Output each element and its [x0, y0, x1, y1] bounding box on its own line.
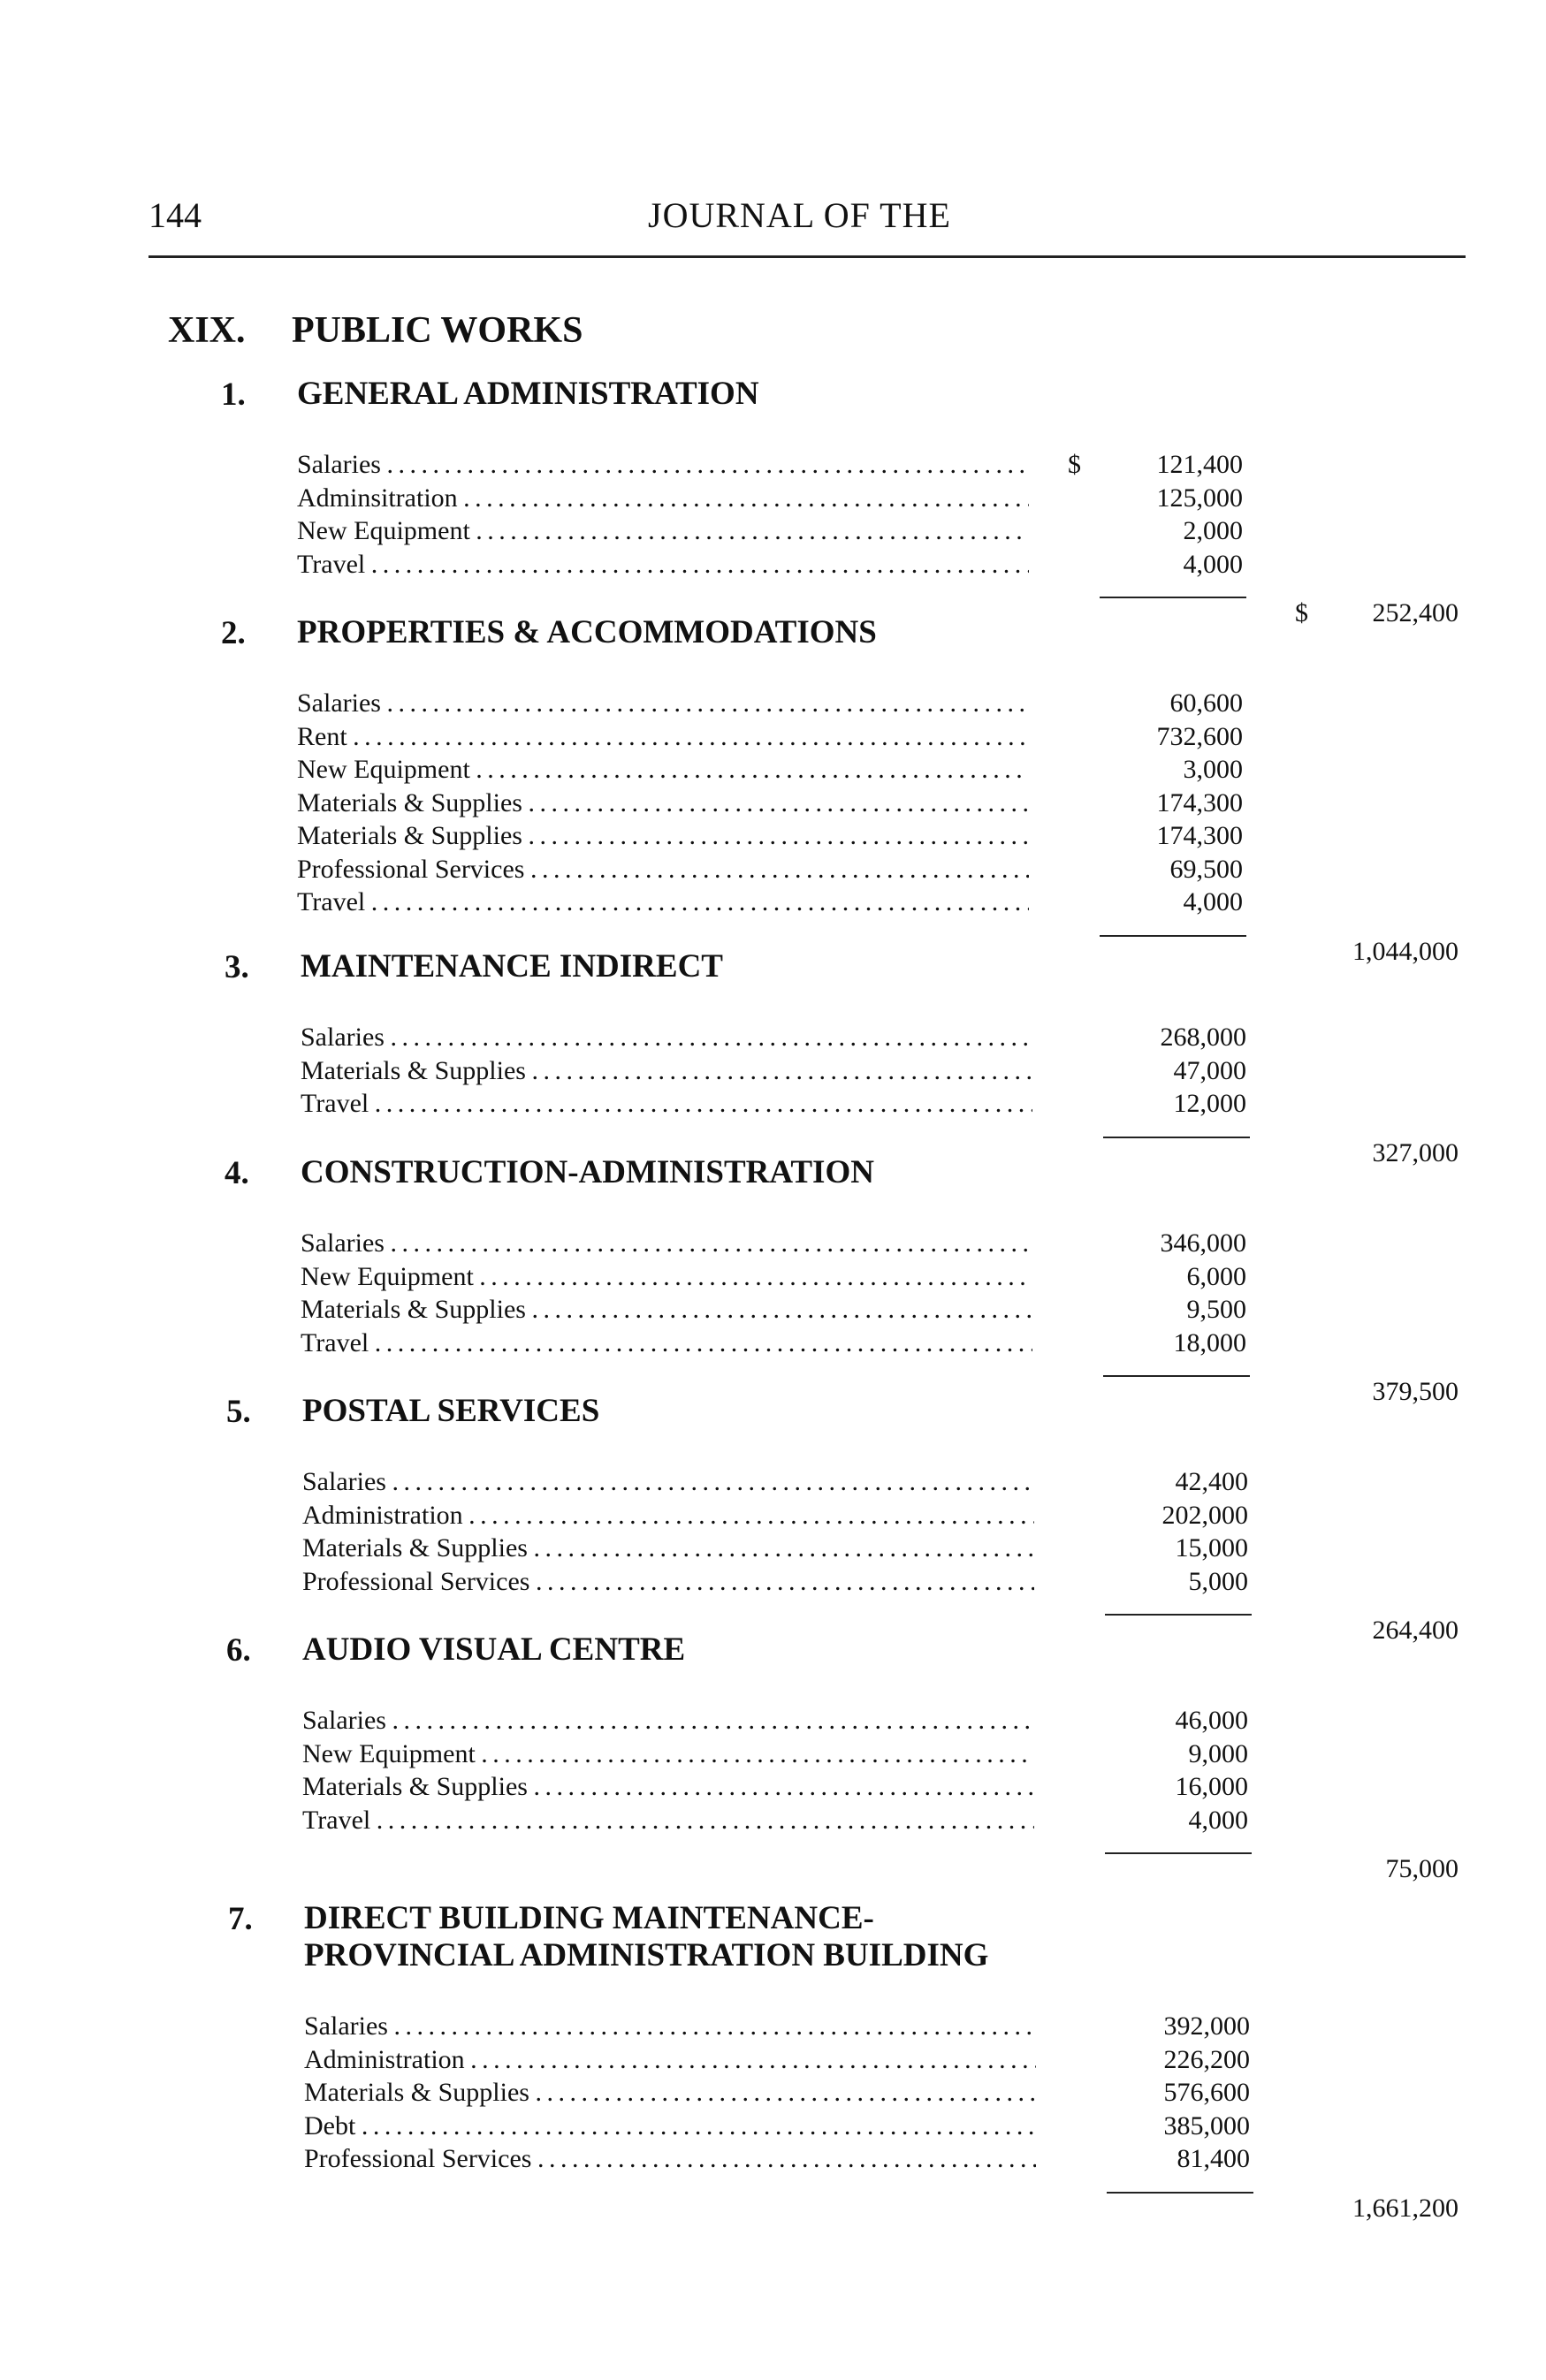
item-label: Materials & Supplies . . .: [301, 1054, 1032, 1088]
line-item: [304, 2043, 1480, 2077]
item-label: Salaries . . .: [301, 1227, 1032, 1260]
section-total: 264,400: [1372, 1616, 1458, 1645]
section-title-line: GENERAL ADMINISTRATION: [297, 376, 759, 412]
item-amount: 6,000: [1186, 1261, 1246, 1291]
item-label: New Equipment . . .: [297, 753, 1029, 787]
section-title: [302, 1393, 599, 1430]
line-items: [301, 1227, 1476, 1359]
item-amount: 202,000: [1161, 1500, 1248, 1530]
page-header: [149, 194, 1466, 247]
subtotal-rule: [1105, 1614, 1252, 1616]
item-label: Administration . . .: [304, 2043, 1036, 2077]
line-items: [301, 1021, 1476, 1121]
budget-section: [225, 1154, 1480, 1406]
section-total: 252,400: [1372, 598, 1458, 627]
item-amount: 9,000: [1188, 1738, 1248, 1768]
section-number: 4.: [225, 1155, 249, 1191]
section-title: [301, 948, 723, 985]
line-item: [297, 514, 1473, 548]
item-amount: 125,000: [1156, 483, 1243, 513]
item-label: New Equipment . . .: [301, 1260, 1032, 1294]
item-label: New Equipment . . .: [302, 1737, 1034, 1771]
line-item: [301, 1327, 1476, 1360]
item-amount: 174,300: [1156, 821, 1243, 850]
line-item: [302, 1565, 1478, 1599]
line-items: [302, 1704, 1478, 1836]
section-heading: [221, 614, 1476, 655]
item-amount: 18,000: [1173, 1327, 1246, 1357]
line-items: [297, 687, 1473, 919]
item-amount: 46,000: [1175, 1706, 1248, 1735]
item-amount: 2,000: [1183, 516, 1243, 545]
budget-section: [226, 1393, 1481, 1645]
budget-section: [221, 376, 1476, 627]
item-label: Debt . . .: [304, 2110, 1036, 2143]
line-item: [297, 687, 1473, 720]
line-item: [297, 853, 1473, 886]
line-item: [302, 1737, 1478, 1771]
item-amount: 60,600: [1169, 688, 1243, 718]
item-label: Travel . . .: [302, 1804, 1034, 1837]
item-label: Materials & Supplies . . .: [304, 2076, 1036, 2110]
currency-symbol: $: [1068, 450, 1081, 479]
item-amount: 16,000: [1175, 1772, 1248, 1801]
item-label: Administration . . .: [302, 1499, 1034, 1532]
line-item: [304, 2110, 1480, 2143]
item-amount: 268,000: [1160, 1023, 1246, 1052]
section-heading: [228, 1900, 1483, 1973]
budget-section: [221, 614, 1476, 966]
line-item: [297, 886, 1473, 919]
item-amount: 5,000: [1188, 1566, 1248, 1596]
line-item: [302, 1532, 1478, 1565]
item-label: New Equipment . . .: [297, 514, 1029, 548]
item-label: Adminsitration . . .: [297, 482, 1029, 515]
subtotal-rule: [1100, 935, 1246, 937]
item-amount: 121,400: [1156, 450, 1243, 479]
section-heading: [221, 376, 1476, 416]
section-total: 379,500: [1372, 1377, 1458, 1406]
item-amount: 732,600: [1156, 721, 1243, 751]
budget-section: [226, 1631, 1481, 1883]
section-number: 2.: [221, 615, 246, 651]
item-label: Materials & Supplies . . .: [302, 1770, 1034, 1804]
item-label: Professional Services . . .: [302, 1565, 1034, 1599]
budget-section: [228, 1900, 1483, 2223]
item-amount: 9,500: [1186, 1295, 1246, 1324]
subtotal-rule: [1103, 1375, 1250, 1377]
line-items: [297, 448, 1473, 581]
line-item: [301, 1227, 1476, 1260]
item-label: Travel . . .: [297, 886, 1029, 919]
item-amount: 226,200: [1163, 2044, 1250, 2074]
line-item: [304, 2142, 1480, 2176]
item-label: Materials & Supplies . . .: [302, 1532, 1034, 1565]
section-title-line: MAINTENANCE INDIRECT: [301, 948, 723, 985]
section-title: [302, 1631, 685, 1669]
section-number: 5.: [226, 1394, 251, 1430]
item-label: Travel . . .: [301, 1087, 1032, 1121]
line-item: [297, 819, 1473, 853]
item-amount: 42,400: [1175, 1467, 1248, 1496]
subtotal-rule: [1107, 2192, 1253, 2194]
item-amount: 3,000: [1183, 755, 1243, 784]
section-total: 75,000: [1385, 1854, 1458, 1883]
section-heading: [225, 948, 1480, 989]
section-title-line: POSTAL SERVICES: [302, 1393, 600, 1429]
line-item: [304, 2010, 1480, 2043]
line-items: [304, 2010, 1480, 2176]
line-item: [297, 720, 1473, 754]
section-title-line: CONSTRUCTION-ADMINISTRATION: [301, 1154, 874, 1190]
line-item: [302, 1704, 1478, 1737]
item-label: Salaries . . .: [302, 1465, 1034, 1499]
item-amount: 346,000: [1160, 1228, 1246, 1258]
item-amount: 392,000: [1163, 2011, 1250, 2041]
section-title-line: DIRECT BUILDING MAINTENANCE-: [304, 1900, 874, 1936]
line-item: [302, 1770, 1478, 1804]
running-title: JOURNAL OF THE: [648, 195, 951, 235]
page-number: 144: [149, 195, 202, 235]
subtotal-rule: [1100, 597, 1246, 598]
header-rule: [149, 255, 1466, 258]
item-label: Professional Services . . .: [297, 853, 1029, 886]
section-heading: [226, 1631, 1481, 1672]
division-title: PUBLIC WORKS: [292, 310, 583, 351]
item-amount: 385,000: [1163, 2110, 1250, 2140]
line-item: [301, 1293, 1476, 1327]
item-label: Salaries . . .: [297, 448, 1029, 482]
line-item: [304, 2076, 1480, 2110]
section-total: 327,000: [1372, 1137, 1458, 1167]
section-number: 7.: [228, 1901, 253, 1937]
item-amount: 4,000: [1188, 1805, 1248, 1835]
item-amount: 174,300: [1156, 787, 1243, 817]
item-label: Salaries . . .: [301, 1021, 1032, 1054]
section-title-line: PROPERTIES & ACCOMMODATIONS: [297, 614, 877, 650]
section-heading: [225, 1154, 1480, 1195]
item-label: Travel . . .: [297, 548, 1029, 582]
subtotal-rule: [1103, 1137, 1250, 1138]
section-number: 3.: [225, 949, 249, 985]
section-title: [301, 1154, 874, 1191]
line-item: [302, 1804, 1478, 1837]
section-number: 1.: [221, 376, 246, 413]
item-amount: 576,600: [1163, 2078, 1250, 2107]
item-amount: 81,400: [1177, 2144, 1250, 2173]
section-title: [304, 1900, 988, 1974]
item-label: Materials & Supplies . . .: [301, 1293, 1032, 1327]
line-item: [301, 1260, 1476, 1294]
item-amount: 15,000: [1175, 1533, 1248, 1563]
section-total: 1,661,200: [1352, 2193, 1458, 2223]
division-number: XIX.: [168, 310, 246, 351]
line-item: [297, 448, 1473, 482]
item-label: Salaries . . .: [297, 687, 1029, 720]
line-item: [301, 1054, 1476, 1088]
section-heading: [226, 1393, 1481, 1433]
item-amount: 4,000: [1183, 549, 1243, 579]
item-label: Materials & Supplies . . .: [297, 819, 1029, 853]
line-item: [302, 1465, 1478, 1499]
item-amount: 4,000: [1183, 887, 1243, 916]
item-label: Salaries . . .: [304, 2010, 1036, 2043]
item-amount: 12,000: [1173, 1089, 1246, 1118]
subtotal-rule: [1105, 1852, 1252, 1854]
item-amount: 69,500: [1169, 854, 1243, 884]
item-label: Materials & Supplies . . .: [297, 787, 1029, 820]
division-heading: [168, 309, 583, 352]
line-items: [302, 1465, 1478, 1598]
line-item: [297, 753, 1473, 787]
item-label: Travel . . .: [301, 1327, 1032, 1360]
item-label: Salaries . . .: [302, 1704, 1034, 1737]
section-title-line: PROVINCIAL ADMINISTRATION BUILDING: [304, 1937, 989, 1973]
line-item: [302, 1499, 1478, 1532]
line-item: [297, 548, 1473, 582]
budget-section: [225, 948, 1480, 1167]
currency-symbol: $: [1295, 598, 1308, 627]
section-number: 6.: [226, 1632, 251, 1669]
item-label: Rent . . .: [297, 720, 1029, 754]
line-item: [297, 482, 1473, 515]
section-total: 1,044,000: [1352, 936, 1458, 966]
item-label: Professional Services . . .: [304, 2142, 1036, 2176]
line-item: [301, 1087, 1476, 1121]
section-title: [297, 614, 877, 651]
section-title: [297, 376, 759, 413]
section-title-line: AUDIO VISUAL CENTRE: [302, 1631, 686, 1668]
item-amount: 47,000: [1173, 1055, 1246, 1085]
line-item: [301, 1021, 1476, 1054]
line-item: [297, 787, 1473, 820]
